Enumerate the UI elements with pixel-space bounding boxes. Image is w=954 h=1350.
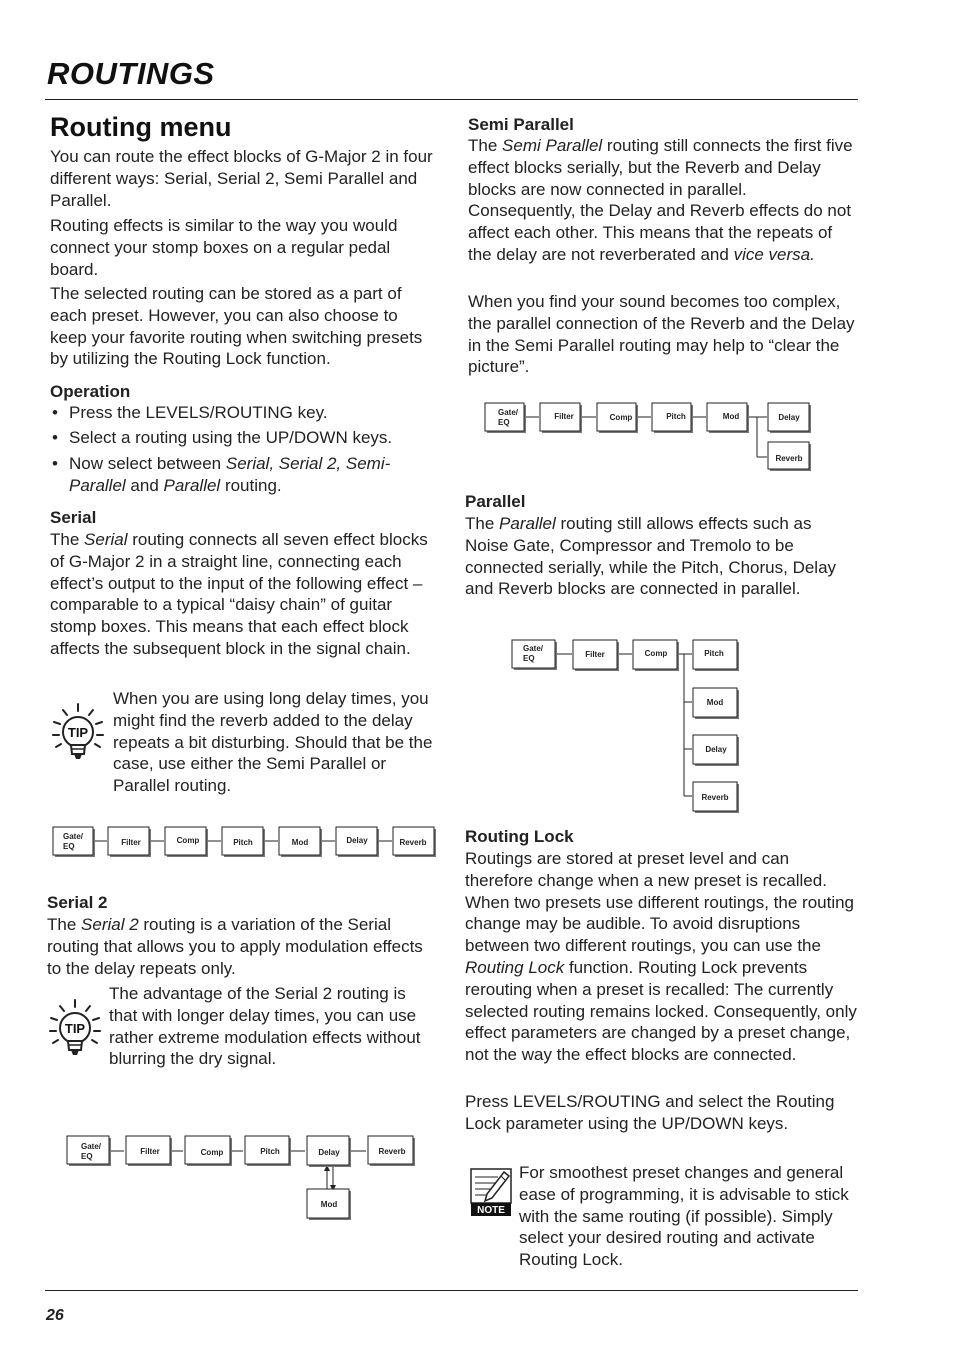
serial2-block-delay-label: Delay xyxy=(318,1148,340,1157)
serial2-post: routing is a variation of the Serial routing that allows you to apply modulation effects to the delay repeats only. xyxy=(47,915,423,978)
intro-paragraph-3: The selected routing can be stored as a part of each preset. However, you can also choose to keep your favorite routing when switching presets by utilizing the Routing Lock function. xyxy=(50,284,423,369)
semi-block-filter xyxy=(540,403,582,433)
parallel-block-reverb-label: Reverb xyxy=(701,793,729,802)
semi-block-gate xyxy=(485,403,526,433)
serial2-block-reverb-label: Reverb xyxy=(378,1147,406,1156)
operation-step-2: • Select a routing using the UP/DOWN keys. xyxy=(50,427,435,449)
parallel-block-gate-line2: EQ xyxy=(523,654,535,663)
page-heading: Routing menu xyxy=(50,112,232,142)
serial2-block-gate-line2: EQ xyxy=(81,1152,93,1161)
serial2-block-mod xyxy=(307,1189,351,1220)
routing-lock-heading: Routing Lock xyxy=(465,827,574,846)
semi-block-mod xyxy=(707,403,749,433)
serial-block-filter xyxy=(108,827,151,857)
parallel-block-mod-label: Mod xyxy=(706,698,724,707)
serial-post: routing connects all seven effect blocks of G-Major 2 in a straight line, connecting each effect’s output to the input of the following effect – comparable to a typical “daisy chain” of guitar stomp boxes. This means that each effect block affects the subsequent block in the signal chain. xyxy=(50,530,428,658)
serial-block-gate xyxy=(53,827,95,857)
serial2-tip-text: The advantage of the Serial 2 routing is that with longer delay times, you can use rather extreme modulation effects without blurring the dry signal. xyxy=(109,984,421,1069)
operation-list xyxy=(50,402,435,500)
parallel-block-comp xyxy=(633,640,679,671)
serial-block-pitch-label: Pitch xyxy=(233,838,253,847)
lock-pre: Routings are stored at preset level and can therefore change when a new preset is recalled. When two presets use different routings, the routing change may be audible. To avoid disruptions between two different routings, you can use the xyxy=(465,849,855,956)
operation-step-1: • Press the LEVELS/ROUTING key. xyxy=(50,402,435,424)
semi-parallel-routing-diagram xyxy=(482,398,814,474)
serial-block-reverb xyxy=(393,827,436,857)
serial-block-reverb-label: Reverb xyxy=(399,838,427,847)
tip-icon xyxy=(50,702,106,764)
serial2-block-pitch xyxy=(245,1136,291,1166)
serial-block-pitch xyxy=(222,827,265,857)
semi-block-comp xyxy=(597,403,638,433)
serial-block-delay xyxy=(336,827,379,857)
operation-heading: Operation xyxy=(50,382,131,401)
parallel-heading: Parallel xyxy=(465,492,526,511)
parallel-block-delay-label: Delay xyxy=(705,745,727,754)
semi-block-comp-label: Comp xyxy=(609,413,633,422)
semi-parallel-paragraph-2: When you find your sound becomes too complex, the parallel connection of the Reverb and the Delay in the Semi Parallel routing may help to “clear the picture”. xyxy=(468,292,855,377)
serial2-block-reverb xyxy=(368,1136,415,1166)
semi-block-pitch-label: Pitch xyxy=(666,412,686,421)
serial-routing-diagram xyxy=(50,822,440,860)
serial2-routing-diagram xyxy=(60,1130,420,1222)
semi-pre: The xyxy=(468,136,503,155)
semi-em2: vice versa. xyxy=(733,244,815,264)
serial2-block-mod-label: Mod xyxy=(320,1200,338,1209)
semi-block-gate-line1: Gate/ xyxy=(498,408,519,417)
serial-heading: Serial xyxy=(50,508,97,527)
operation-step-3-em1: Serial, Serial 2, Semi-Parallel xyxy=(69,453,391,495)
lock-em: Routing Lock xyxy=(465,957,565,977)
parallel-pre: The xyxy=(465,514,500,533)
routing-lock-paragraph xyxy=(465,848,857,1066)
serial2-block-filter xyxy=(126,1136,172,1166)
section-title: ROUTINGS xyxy=(47,56,215,91)
routing-lock-note-text: For smoothest preset changes and general ease of programming, it is advisable to stick with the same routing (if possible). Simply select your desired routing and activate Routing Lock. xyxy=(519,1163,849,1270)
operation-step-3-mid: and xyxy=(125,475,164,495)
parallel-block-reverb xyxy=(693,782,739,813)
parallel-block-pitch xyxy=(693,640,739,671)
note-icon xyxy=(470,1168,512,1218)
page-number: 26 xyxy=(46,1307,64,1324)
parallel-paragraph xyxy=(465,513,855,600)
semi-block-mod-label: Mod xyxy=(722,412,740,421)
serial-block-delay-label: Delay xyxy=(346,836,368,845)
serial2-block-gate-line1: Gate/ xyxy=(81,1142,102,1151)
operation-step-3-em2: Parallel xyxy=(163,475,221,495)
semi-parallel-heading: Semi Parallel xyxy=(468,115,574,134)
footer-rule xyxy=(45,1290,858,1291)
serial-block-mod-label: Mod xyxy=(291,838,309,847)
serial2-block-comp-label: Comp xyxy=(200,1148,224,1157)
parallel-block-mod xyxy=(693,688,739,719)
intro-paragraph-2: Routing effects is similar to the way you would connect your stomp boxes on a regular pedal board. xyxy=(50,216,398,279)
serial-pre: The xyxy=(50,530,85,549)
parallel-block-delay xyxy=(693,735,739,766)
semi-block-pitch xyxy=(652,403,693,433)
serial2-em: Serial 2 xyxy=(81,915,139,934)
lock-post: function. Routing Lock prevents rerouting when a preset is recalled: The currently selected routing remains locked. Consequently, only effect parameters are changed by a preset change, not the way the effect blocks are connected. xyxy=(465,957,857,1065)
serial-paragraph xyxy=(50,529,435,660)
semi-block-filter-label: Filter xyxy=(554,412,574,421)
operation-step-3-post: routing. xyxy=(220,475,282,495)
serial-em: Serial xyxy=(84,530,128,549)
serial2-block-delay xyxy=(307,1136,351,1167)
serial-block-gate-line2: EQ xyxy=(63,842,75,851)
serial2-block-gate xyxy=(67,1136,111,1166)
semi-em: Semi Parallel xyxy=(502,136,603,155)
parallel-block-comp-label: Comp xyxy=(644,649,668,658)
header-rule xyxy=(45,99,858,100)
note-label: NOTE xyxy=(477,1205,505,1216)
parallel-block-filter xyxy=(573,640,619,671)
serial-tip-text: When you are using long delay times, you might find the reverb added to the delay repeats a bit disturbing. Should that be the case, use either the Semi Parallel or Parallel routing. xyxy=(113,689,433,796)
serial-block-mod xyxy=(279,827,322,857)
parallel-post: routing still allows effects such as Noise Gate, Compressor and Tremolo to be connected serially, while the Pitch, Chorus, Delay and Reverb blocks are connected in parallel. xyxy=(465,514,837,599)
parallel-em: Parallel xyxy=(499,514,556,533)
serial2-block-pitch-label: Pitch xyxy=(260,1147,280,1156)
serial2-pre: The xyxy=(47,915,82,934)
semi-block-delay xyxy=(768,403,811,433)
semi-block-gate-line2: EQ xyxy=(498,418,510,427)
semi-post: routing still connects the first five effect blocks serially, but the Reverb and Delay blocks are now connected in parallel. Consequently, the Delay and Reverb effects do not affect each other. This means that the repeats of the delay are not reverberated and xyxy=(468,136,853,264)
tip-label: TIP xyxy=(67,725,89,740)
serial-block-filter-label: Filter xyxy=(121,838,141,847)
parallel-block-gate xyxy=(512,640,557,670)
serial-block-gate-line1: Gate/ xyxy=(63,832,84,841)
semi-block-reverb-label: Reverb xyxy=(775,454,803,463)
semi-block-delay-label: Delay xyxy=(778,413,800,422)
serial-block-comp xyxy=(165,827,208,857)
routing-lock-paragraph-2: Press LEVELS/ROUTING and select the Routing Lock parameter using the UP/DOWN keys. xyxy=(465,1092,835,1133)
operation-step-3 xyxy=(50,453,435,497)
parallel-routing-diagram xyxy=(508,634,744,814)
serial2-block-filter-label: Filter xyxy=(140,1147,160,1156)
serial2-heading: Serial 2 xyxy=(47,893,108,912)
semi-parallel-paragraph xyxy=(468,135,858,266)
serial2-block-comp xyxy=(185,1136,232,1166)
tip-icon xyxy=(47,998,103,1060)
parallel-block-gate-line1: Gate/ xyxy=(523,644,544,653)
parallel-block-filter-label: Filter xyxy=(585,650,605,659)
tip-label: TIP xyxy=(64,1021,86,1036)
semi-block-reverb xyxy=(768,442,811,471)
serial2-paragraph xyxy=(47,914,432,979)
serial-block-comp-label: Comp xyxy=(176,836,200,845)
parallel-block-pitch-label: Pitch xyxy=(704,649,724,658)
operation-step-3-pre: Now select between xyxy=(69,453,226,473)
intro-paragraph-1: You can route the effect blocks of G-Major 2 in four different ways: Serial, Serial 2, Semi Parallel and Parallel. xyxy=(50,147,433,210)
